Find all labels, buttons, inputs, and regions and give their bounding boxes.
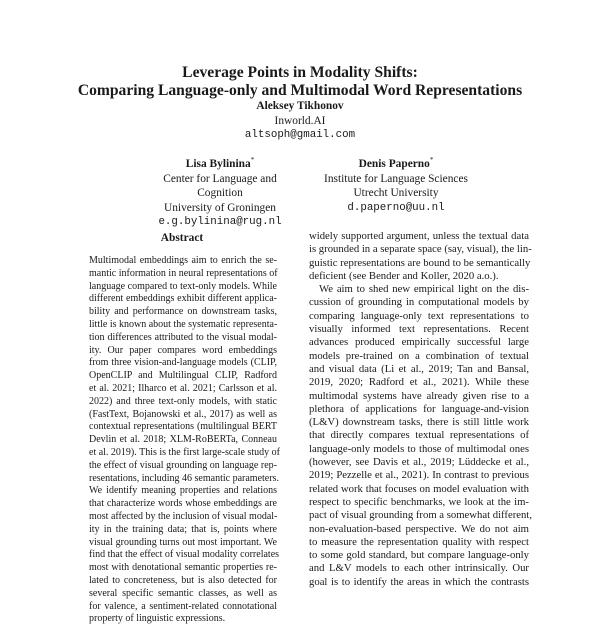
author-name: Aleksey Tikhonov (256, 100, 344, 112)
title-line-2: Comparing Language-only and Multimodal Word Representations (77, 82, 523, 99)
body-line: and L&V models to each other intrinsically. Our (309, 562, 529, 575)
author-email: e.g.bylinina@rug.nl (158, 216, 282, 228)
author-email: altsoph@gmail.com (244, 129, 356, 141)
abstract-line: from three vision-and-language models (CLIP, (89, 357, 277, 369)
body-line: pact of visual grounding from a somewhat different, (309, 509, 532, 522)
author-name-text: Lisa Bylinina (185, 158, 251, 170)
author-name (296, 157, 496, 172)
body-line: non-evaluation-based perspective. We do not aim (309, 522, 529, 535)
author-affiliation: Institute for Language Sciences (324, 172, 468, 185)
abstract-line: 2022) and three text-only models, with static (89, 395, 277, 407)
body-line: deficient (see Bender and Koller, 2020 a.o.). (309, 269, 499, 282)
introduction-text (309, 230, 532, 589)
abstract-line: little is known about the systematic representa- (89, 318, 278, 330)
author-affiliation: Center for Language and Cognition (163, 172, 277, 199)
body-line: widely supported argument, unless the textual data (309, 230, 529, 242)
abstract-text (89, 255, 280, 626)
body-line: models pre-trained on a combination of textual (309, 349, 529, 362)
title-line-1: Leverage Points in Modality Shifts: (182, 64, 418, 81)
author-affiliation: Utrecht University (353, 187, 439, 199)
abstract-line: the effect of visual grounding on language rep- (89, 459, 277, 471)
body-line: plethora of applications for language-and-vision (309, 402, 529, 415)
body-line: (L&V) downstream tasks, there is still little work (309, 416, 529, 429)
body-line: comparing language-only text representations to (309, 309, 529, 322)
body-line: related work that focuses on model evaluation with (309, 482, 529, 495)
abstract-line: tion differences attributed to the visual modal- (89, 331, 277, 343)
paper-title (0, 64, 600, 100)
body-line: 2019; Pezzelle et al., 2021). In contrast to previous (309, 469, 529, 482)
abstract-line: Devlin et al. 2018; XLM-RoBERTa, Conneau (89, 434, 277, 446)
body-line: cussion of grounding in computational models by (309, 296, 529, 309)
abstract-line: different embeddings exhibit different applica- (89, 293, 277, 305)
body-line: and visual data (Li et al., 2019; Tan and Bansal, (309, 362, 529, 375)
body-line: visually informed text representations. Recent (309, 323, 529, 336)
body-line: goal is to identify the areas in which the contrasts (309, 575, 529, 588)
abstract-line: bility and performance on downstream tasks, (89, 306, 277, 318)
body-line: respect to specific benchmarks, we look at the im- (309, 495, 529, 508)
abstract-line: Multimodal embeddings aim to enrich the se- (89, 255, 277, 266)
abstract-line: ity in the training data; that is, points where (89, 523, 277, 535)
body-line: is grounded in a separate space (say, visual), the lin- (309, 243, 532, 256)
author-email: d.paperno@uu.nl (347, 201, 445, 214)
body-line: (however, see Davis et al., 2019; Lüddecke et al., (309, 456, 529, 469)
body-line: guistic representations are bound to be semantically (309, 256, 531, 269)
abstract-line: contextual representations (multilingual BERT (89, 421, 277, 433)
abstract-line: that characterize words whose embeddings are (89, 498, 277, 510)
author-affiliation: Inworld.AI (274, 114, 326, 127)
body-line: We aim to shed new empirical light on the dis- (319, 283, 529, 296)
abstract-line: lated to concreteness, but is also detected for (89, 574, 277, 586)
abstract-line: language compared to text-only models. While (89, 280, 277, 292)
abstract-line: (FastText, Bojanowski et al., 2017) as well as (89, 408, 277, 420)
body-line: that directly compares textual representations of (309, 429, 529, 442)
abstract-line: resentations, including 46 semantic parameters. (89, 472, 279, 484)
abstract-line: for valence, a sentiment-related connotational (89, 600, 277, 612)
body-line: language-only models to those of multimodal ones (309, 442, 529, 455)
abstract-line: OpenCLIP and Multilingual CLIP, Radford (89, 370, 277, 382)
author-name (140, 157, 300, 172)
equal-contribution-mark: * (429, 156, 434, 165)
author-block-paperno (296, 157, 496, 215)
author-block-tikhonov (0, 99, 600, 143)
abstract-line: several specific semantic classes, as well as (89, 587, 277, 599)
abstract-line: most affected by the inclusion of visual modal- (89, 510, 278, 522)
abstract-line: ity. Our paper compares word embeddings (89, 344, 277, 356)
abstract-line: find that the effect of visual modality correlates (89, 549, 280, 561)
abstract-line: mantic information in neural representations of (89, 267, 278, 279)
equal-contribution-mark: * (250, 156, 255, 165)
abstract-line: visual grounding turns out most important. We (89, 536, 277, 548)
author-affiliation: University of Groningen (164, 201, 276, 214)
body-line: 2019, 2020; Radford et al., 2021). While these (309, 376, 529, 389)
body-line: advances produced empirically successful large (309, 336, 529, 349)
body-line: to some gold standard, but compare language-only (309, 549, 529, 562)
abstract-heading: Abstract (160, 232, 204, 244)
author-name-text: Denis Paperno (358, 158, 430, 170)
abstract-line: most with denotational semantic properties re- (89, 562, 277, 574)
abstract-line: et al. 2019). This is the first large-scale study of (89, 446, 280, 458)
body-line: to measure the representation quality with respect (309, 535, 529, 548)
author-block-bylinina (140, 157, 300, 230)
abstract-line: property of linguistic expressions. (89, 613, 226, 625)
body-line: multimodal systems have already given rise to a (309, 389, 529, 402)
abstract-line: We identify meaning properties and relations (89, 485, 277, 497)
abstract-line: et al. 2021; Ilharco et al. 2021; Carlsson et al. (89, 382, 277, 394)
